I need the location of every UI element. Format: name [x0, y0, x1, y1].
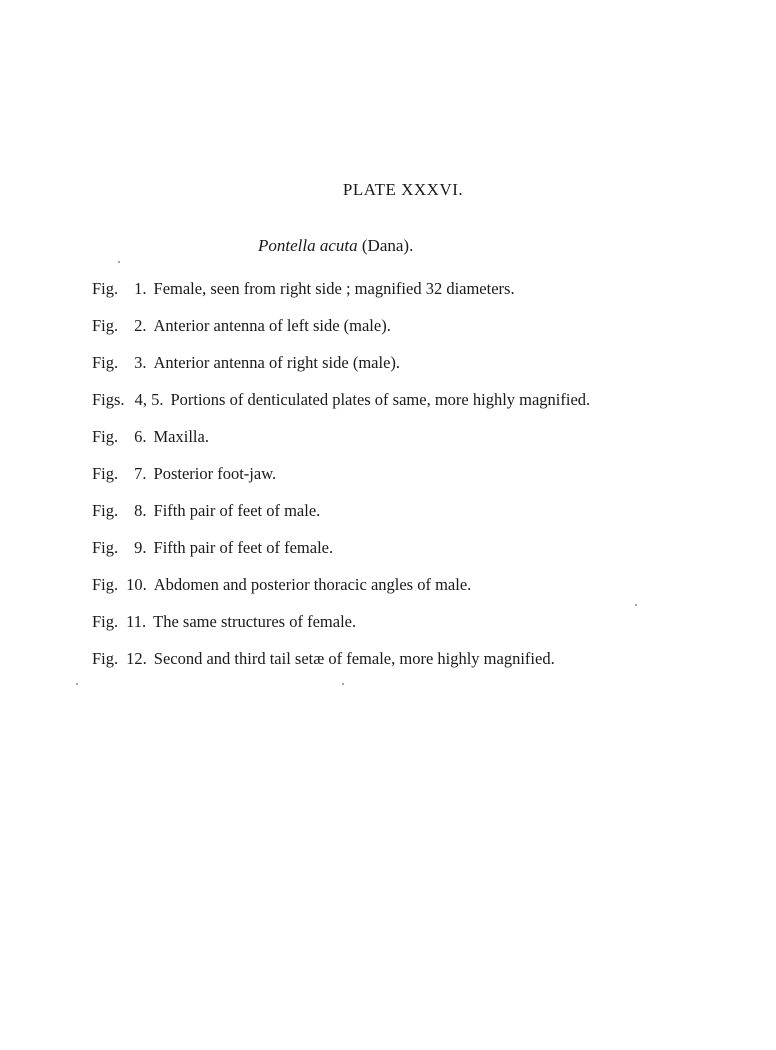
figure-description: Female, seen from right side ; magnified 32 diameters.: [153, 279, 515, 298]
figure-description: Portions of denticulated plates of same, more highly magnified.: [170, 390, 591, 409]
figure-label: Fig.: [92, 612, 119, 631]
species-name: Pontella acuta: [258, 236, 358, 255]
figure-label: Fig.: [92, 279, 119, 298]
figure-entry: [92, 575, 742, 612]
figure-number: 9.: [134, 538, 147, 557]
figure-number: 4, 5.: [134, 390, 164, 409]
scan-speck: [118, 261, 120, 263]
figure-description: Second and third tail setæ of female, more highly magnified.: [153, 649, 555, 668]
figure-legend: [92, 279, 742, 686]
figure-description: Posterior foot-jaw.: [153, 464, 277, 483]
figure-entry: [92, 612, 742, 649]
figure-number: 2.: [134, 316, 147, 335]
figure-label: Figs.: [92, 390, 125, 409]
figure-label: Fig.: [92, 353, 119, 372]
figure-description: Fifth pair of feet of female.: [153, 538, 334, 557]
figure-entry: [92, 427, 742, 464]
figure-label: Fig.: [92, 575, 119, 594]
figure-number: 10.: [126, 575, 147, 594]
figure-description: Fifth pair of feet of male.: [153, 501, 321, 520]
figure-entry: [92, 353, 742, 390]
figure-entry: [92, 538, 742, 575]
figure-description: Anterior antenna of right side (male).: [153, 353, 401, 372]
scan-speck: [635, 604, 637, 606]
figure-description: Maxilla.: [153, 427, 209, 446]
scan-speck: [342, 683, 344, 685]
figure-label: Fig.: [92, 427, 119, 446]
plate-title: PLATE XXXVI.: [342, 180, 464, 199]
figure-label: Fig.: [92, 464, 119, 483]
species-heading: [258, 236, 413, 256]
scan-speck: [76, 683, 78, 685]
figure-entry: [92, 390, 742, 427]
figure-label: Fig.: [92, 501, 119, 520]
figure-label: Fig.: [92, 649, 119, 668]
figure-number: 12.: [126, 649, 147, 668]
figure-number: 1.: [134, 279, 147, 298]
figure-entry: [92, 649, 742, 686]
figure-label: Fig.: [92, 538, 119, 557]
figure-entry: [92, 501, 742, 538]
figure-entry: [92, 464, 742, 501]
figure-number: 6.: [134, 427, 147, 446]
figure-number: 8.: [134, 501, 147, 520]
figure-entry: [92, 316, 742, 353]
figure-description: The same structures of female.: [153, 612, 357, 631]
figure-description: Abdomen and posterior thoracic angles of male.: [153, 575, 472, 594]
figure-label: Fig.: [92, 316, 119, 335]
figure-number: 3.: [134, 353, 147, 372]
figure-description: Anterior antenna of left side (male).: [153, 316, 391, 335]
figure-number: 11.: [126, 612, 147, 631]
figure-entry: [92, 279, 742, 316]
species-author: (Dana).: [361, 236, 414, 255]
figure-number: 7.: [134, 464, 147, 483]
